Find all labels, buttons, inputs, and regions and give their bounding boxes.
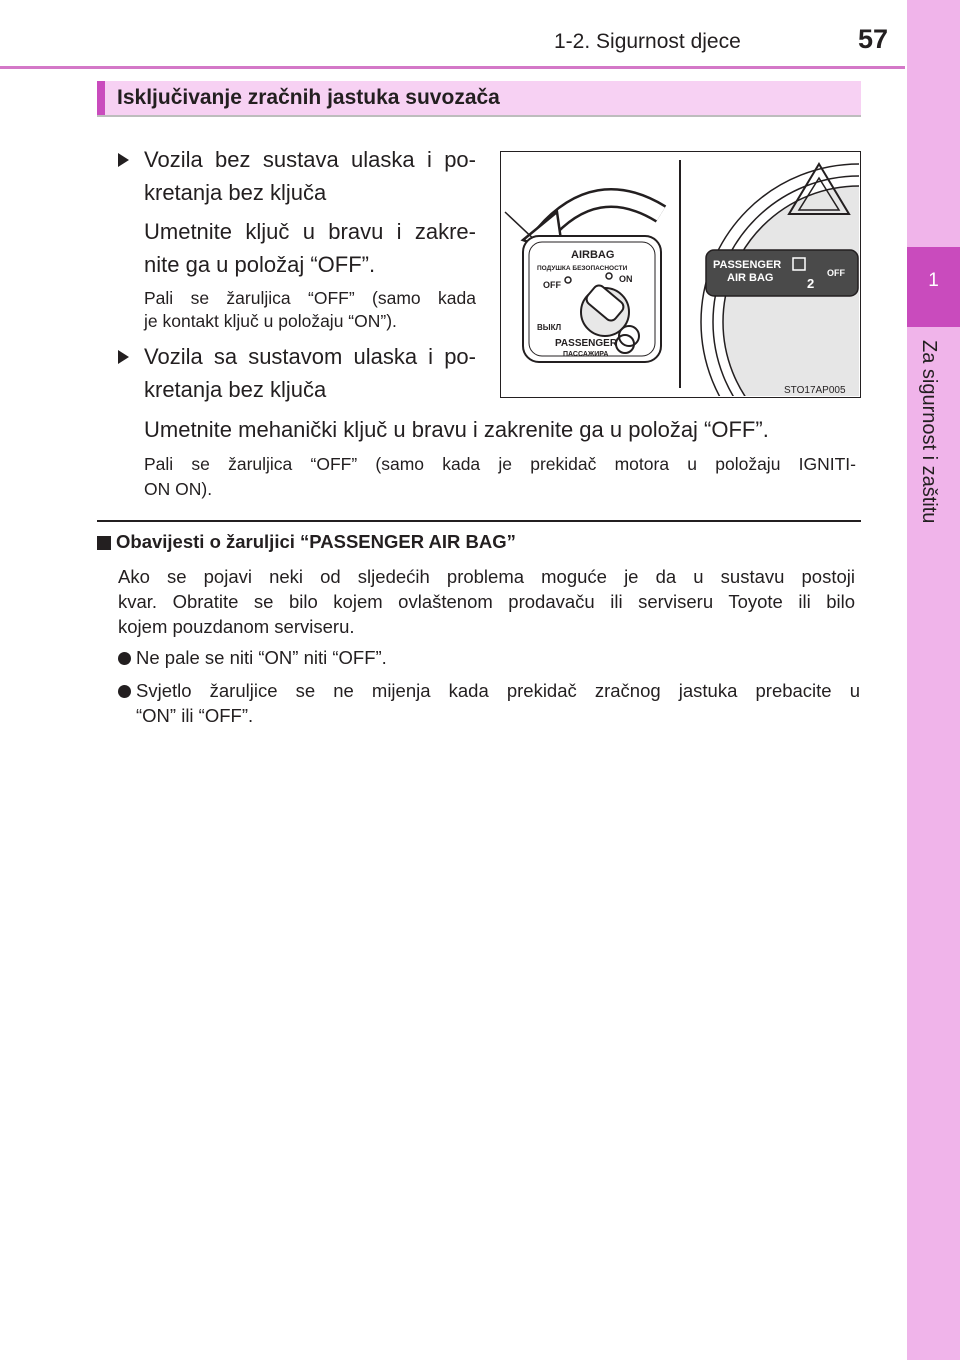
circle-bullet-icon [118, 652, 131, 665]
airbag-switch-illustration [500, 151, 861, 398]
step-1-heading-line-1: Vozila bez sustava ulaska i po- [144, 147, 476, 172]
page-number: 57 [858, 24, 889, 54]
svg-text:2: 2 [807, 276, 815, 291]
info-heading: Obavijesti o žaruljici “PASSENGER AIR BAG” [116, 531, 516, 552]
section-divider [97, 520, 861, 522]
chapter-sidebar [907, 0, 960, 1360]
bullet-2-line-2: “ON” ili “OFF”. [136, 705, 254, 726]
svg-text:OFF: OFF [827, 268, 845, 278]
step-arrow-icon [118, 153, 129, 167]
section-title: Isključivanje zračnih jastuka suvozača [117, 86, 500, 109]
step-1-note-line-1: Pali se žaruljica “OFF” (samo kada [144, 288, 476, 308]
svg-text:STO17AP005: STO17AP005 [784, 385, 846, 396]
header-rule [0, 66, 905, 69]
svg-text:ВЫКЛ: ВЫКЛ [537, 323, 562, 332]
step-1-instruction-line-1: Umetnite ključ u bravu i zakre- [144, 219, 476, 244]
step-2-instruction-line-1: Umetnite mehanički ključ u bravu i zakrenite ga u položaj “OFF”. [144, 417, 769, 442]
info-body-line-2: kvar. Obratite se bilo kojem ovlaštenom prodavaču ili serviseru Toyote ili bilo [118, 591, 855, 612]
step-2-heading-line-1: Vozila sa sustavom ulaska i po- [144, 344, 476, 369]
step-2-note-line-2: ON ON). [144, 479, 213, 499]
svg-text:PASSENGER: PASSENGER [555, 338, 618, 349]
square-bullet-icon [97, 536, 111, 550]
step-arrow-icon [118, 350, 129, 364]
svg-text:ПАССАЖИРА: ПАССАЖИРА [563, 351, 609, 358]
section-title-box [97, 81, 861, 117]
info-body-line-3: kojem pouzdanom serviseru. [118, 616, 355, 637]
svg-text:PASSENGER: PASSENGER [713, 259, 782, 271]
chapter-number: 1 [928, 270, 939, 291]
step-1-heading-line-2: kretanja bez ključa [144, 180, 327, 205]
bullet-1-line-1: Ne pale se niti “ON” niti “OFF”. [136, 647, 387, 668]
svg-text:ПОДУШКА БЕЗОПАСНОСТИ: ПОДУШКА БЕЗОПАСНОСТИ [537, 265, 628, 272]
section-title-accent [97, 81, 105, 115]
svg-text:OFF: OFF [543, 280, 561, 290]
step-1-note-line-2: je kontakt ključ u položaju “ON”). [144, 311, 397, 331]
chapter-title: Za sigurnost i zaštitu [918, 340, 940, 524]
info-body-line-1: Ako se pojavi neki od sljedećih problema moguće je da u sustavu postoji [118, 566, 855, 587]
airbag-switch-drawing [501, 152, 859, 396]
running-header: 1-2. Sigurnost djece [554, 30, 741, 53]
svg-text:AIR BAG: AIR BAG [727, 272, 774, 284]
circle-bullet-icon [118, 685, 131, 698]
bullet-2-line-1: Svjetlo žaruljice se ne mijenja kada prekidač zračnog jastuka prebacite u [136, 680, 860, 701]
step-2-note-line-1: Pali se žaruljica “OFF” (samo kada je prekidač motora u položaju IGNITI- [144, 454, 856, 474]
svg-text:AIRBAG: AIRBAG [571, 249, 615, 261]
step-2-heading-line-2: kretanja bez ključa [144, 377, 327, 402]
svg-text:ON: ON [619, 274, 633, 284]
step-1-instruction-line-2: nite ga u položaj “OFF”. [144, 252, 376, 277]
